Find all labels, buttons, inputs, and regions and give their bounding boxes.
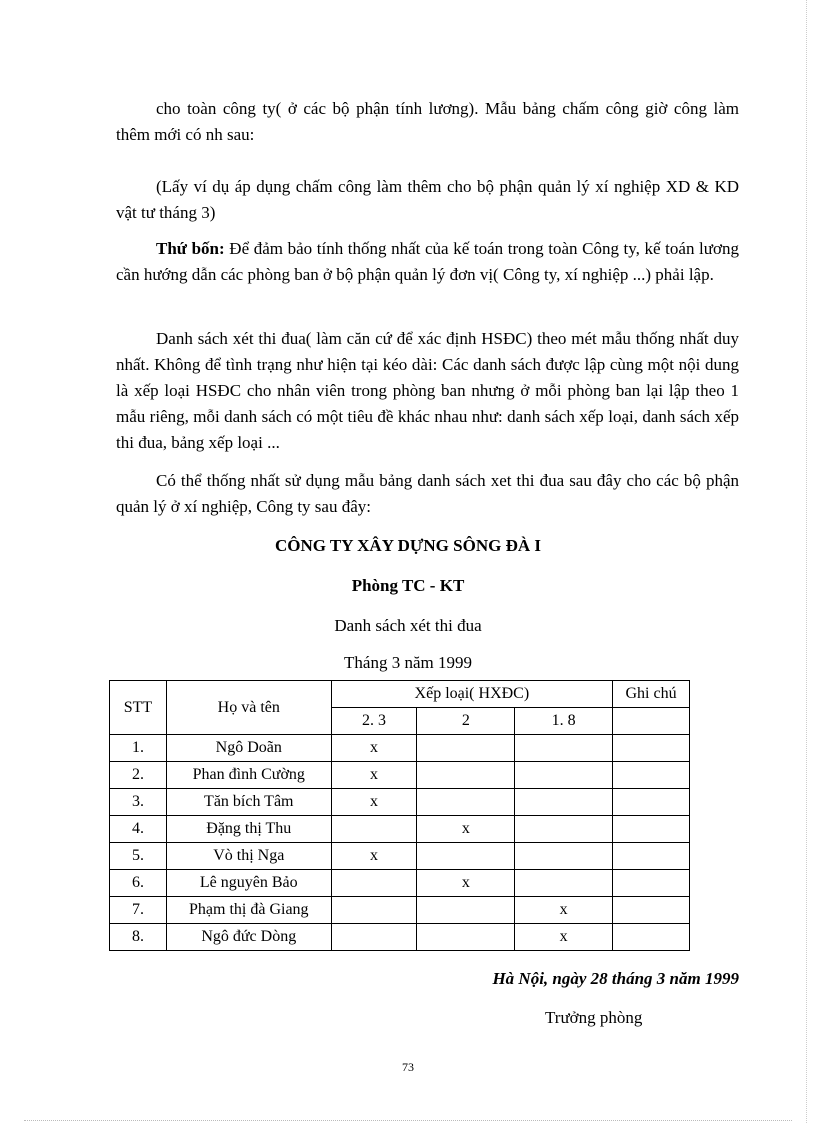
table-row	[110, 897, 690, 924]
table-row	[110, 924, 690, 951]
row-stt: 6.	[110, 870, 167, 897]
row-name: Phan đình Cường	[166, 762, 331, 789]
row-rank-3	[515, 816, 613, 843]
row-note	[613, 924, 690, 951]
row-note	[613, 870, 690, 897]
row-rank-3: x	[515, 924, 613, 951]
table-row	[110, 816, 690, 843]
row-stt: 1.	[110, 735, 167, 762]
row-rank-1: x	[331, 735, 417, 762]
row-stt: 4.	[110, 816, 167, 843]
row-rank-2	[417, 735, 515, 762]
row-name: Vò thị Nga	[166, 843, 331, 870]
header-rank-2: 2	[417, 708, 515, 735]
ranking-table	[109, 680, 690, 951]
row-stt: 2.	[110, 762, 167, 789]
row-rank-2	[417, 843, 515, 870]
row-rank-2	[417, 762, 515, 789]
row-rank-3	[515, 843, 613, 870]
row-note	[613, 816, 690, 843]
header-rank-1: 2. 3	[331, 708, 417, 735]
paragraph-4: Danh sách xét thi đua( làm căn cứ để xác định HSĐC) theo mét mẫu thống nhất duy nhất. Không để tình trạng như hiện tại kéo dài: Các danh sách được lập cùng một nội dung là xếp loại HSĐC cho nhân viên trong phòng ban nhưng ở mỗi phòng ban lại lập theo 1 mẫu riêng, mỗi danh sách có một tiêu đề khác nhau như: danh sách xếp loại, danh sách xếp thi đua, bảng xếp loại ...	[116, 329, 739, 452]
row-stt: 8.	[110, 924, 167, 951]
list-title: Danh sách xét thi đua	[334, 616, 482, 635]
row-rank-2	[417, 789, 515, 816]
table-row	[110, 735, 690, 762]
header-rank: Xếp loại( HXĐC)	[331, 681, 612, 708]
row-rank-1	[331, 897, 417, 924]
month-label: Tháng 3 năm 1999	[344, 653, 472, 672]
row-rank-3	[515, 789, 613, 816]
row-rank-3	[515, 870, 613, 897]
paragraph-1: cho toàn công ty( ở các bộ phận tính lương). Mẫu bảng chấm công giờ công làm thêm mới có nh sau:	[116, 99, 739, 144]
table-row	[110, 789, 690, 816]
row-stt: 5.	[110, 843, 167, 870]
page-bottom-border	[24, 1120, 792, 1121]
table-header-row	[110, 681, 690, 708]
row-rank-2: x	[417, 816, 515, 843]
table-row	[110, 762, 690, 789]
row-note	[613, 843, 690, 870]
paragraph-5: Có thể thống nhất sử dụng mẫu bảng danh sách xet thi đua sau đây cho các bộ phận quản lý ở xí nghiệp, Công ty sau đây:	[116, 471, 739, 516]
signer-title: Trưởng phòng	[545, 1008, 643, 1027]
page-right-border	[806, 0, 807, 1123]
row-name: Lê nguyên Bảo	[166, 870, 331, 897]
row-name: Tăn bích Tâm	[166, 789, 331, 816]
row-stt: 7.	[110, 897, 167, 924]
row-rank-1	[331, 870, 417, 897]
row-rank-2	[417, 897, 515, 924]
row-rank-2: x	[417, 870, 515, 897]
table-row	[110, 870, 690, 897]
header-stt: STT	[110, 681, 167, 735]
header-note-blank	[613, 708, 690, 735]
row-name: Ngô Doãn	[166, 735, 331, 762]
page-number: 73	[402, 1060, 414, 1074]
row-stt: 3.	[110, 789, 167, 816]
table-row	[110, 843, 690, 870]
row-note	[613, 897, 690, 924]
row-rank-1: x	[331, 843, 417, 870]
row-rank-2	[417, 924, 515, 951]
paragraph-2: (Lấy ví dụ áp dụng chấm công làm thêm cho bộ phận quản lý xí nghiệp XD & KD vật tư tháng 3)	[116, 177, 739, 222]
row-rank-3: x	[515, 897, 613, 924]
date-line: Hà Nội, ngày 28 tháng 3 năm 1999	[492, 969, 739, 988]
row-note	[613, 762, 690, 789]
company-name: CÔNG TY XÂY DỰNG SÔNG ĐÀ I	[274, 536, 542, 555]
header-name: Họ và tên	[166, 681, 331, 735]
row-note	[613, 735, 690, 762]
department-name: Phòng TC - KT	[351, 576, 465, 595]
row-rank-3	[515, 735, 613, 762]
row-name: Phạm thị đà Giang	[166, 897, 331, 924]
row-rank-1	[331, 816, 417, 843]
row-note	[613, 789, 690, 816]
row-rank-1	[331, 924, 417, 951]
paragraph-3	[116, 236, 739, 288]
row-rank-1: x	[331, 762, 417, 789]
row-name: Đặng thị Thu	[166, 816, 331, 843]
paragraph-3-heading: Thứ bốn:	[156, 239, 225, 258]
row-name: Ngô đức Dòng	[166, 924, 331, 951]
row-rank-3	[515, 762, 613, 789]
paragraph-3-body: Để đảm bảo tính thống nhất của kế toán trong toàn Công ty, kế toán lương cần hướng dẫn các phòng ban ở bộ phận quản lý đơn vị( Công ty, xí nghiệp ...) phải lập.	[116, 239, 739, 284]
header-note: Ghi chú	[613, 681, 690, 708]
row-rank-1: x	[331, 789, 417, 816]
header-rank-3: 1. 8	[515, 708, 613, 735]
